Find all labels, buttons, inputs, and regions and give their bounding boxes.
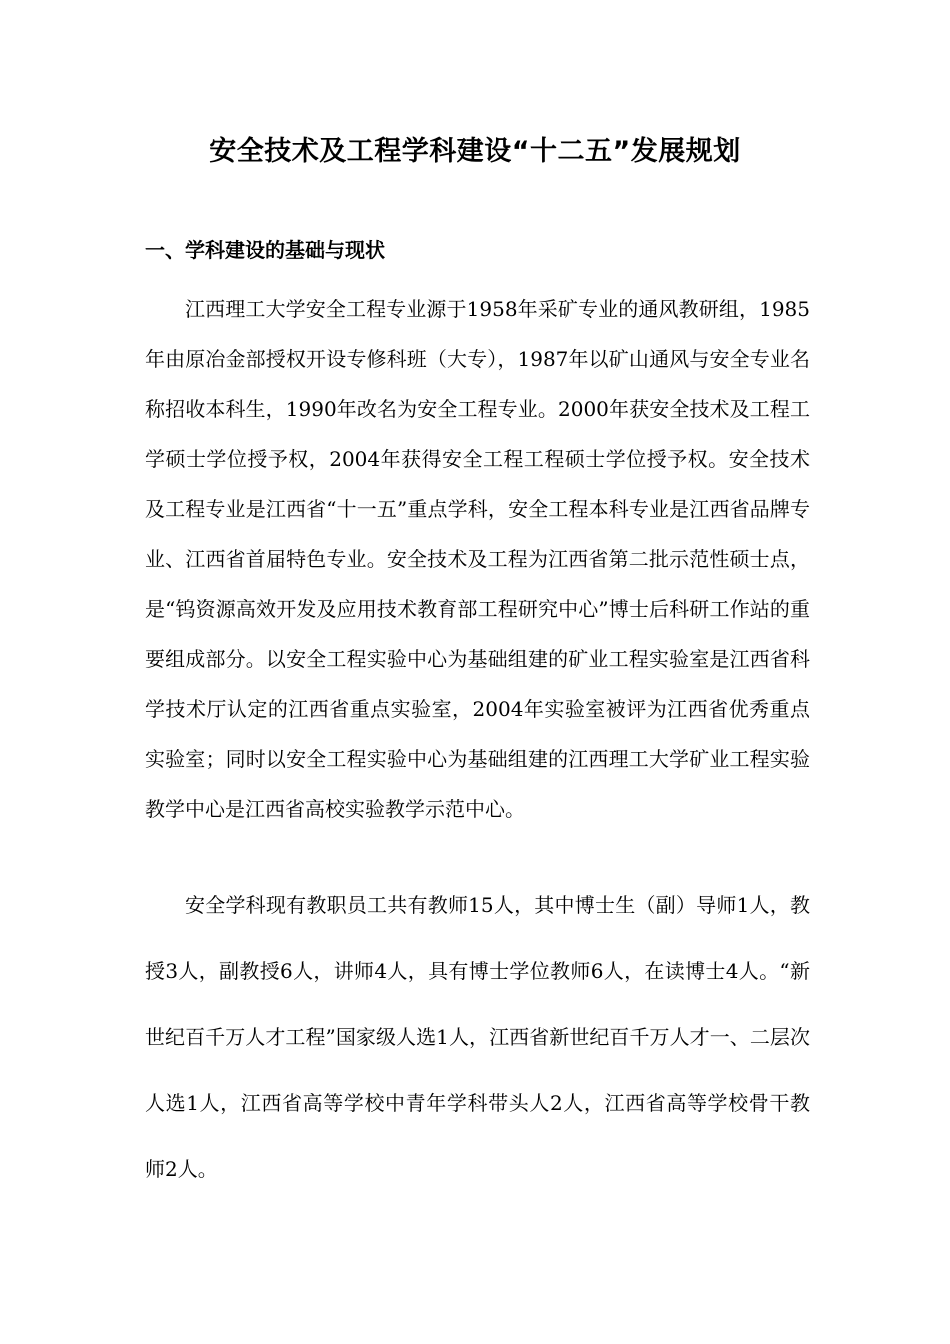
paragraph-history: 江西理工大学安全工程专业源于1958年采矿专业的通风教研组，1985年由原冶金部授权开设专修科班（大专），1987年以矿山通风与安全专业名称招收本科生，1990年改名为安全工程专业。2000年获安全技术及工程工学硕士学位授予权，2004年获得安全工程工程硕士学位授予权。安全技术及工程专业是江西省“十一五”重点学科，安全工程本科专业是江西省品牌专业、江西省首届特色专业。安全技术及工程为江西省第二批示范性硕士点，是“钨资源高效开发及应用技术教育部工程研究中心”博士后科研工作站的重要组成部分。以安全工程实验中心为基础组建的矿业工程实验室是江西省科学技术厅认定的江西省重点实验室，2004年实验室被评为江西省优秀重点实验室；同时以安全工程实验中心为基础组建的江西理工大学矿业工程实验教学中心是江西省高校实验教学示范中心。 — [145, 297, 810, 821]
section-heading: 一、学科建设的基础与现状 — [145, 238, 385, 262]
paragraph-faculty: 安全学科现有教职员工共有教师15人，其中博士生（副）导师1人，教授3人，副教授6人，讲师4人，具有博士学位教师6人，在读博士4人。“新世纪百千万人才工程”国家级人选1人，江西省新世纪百千万人才一、二层次人选1人，江西省高等学校中青年学科带头人2人，江西省高等学校骨干教师2人。 — [145, 893, 810, 1181]
document-title: 安全技术及工程学科建设“十二五”发展规划 — [209, 136, 741, 167]
